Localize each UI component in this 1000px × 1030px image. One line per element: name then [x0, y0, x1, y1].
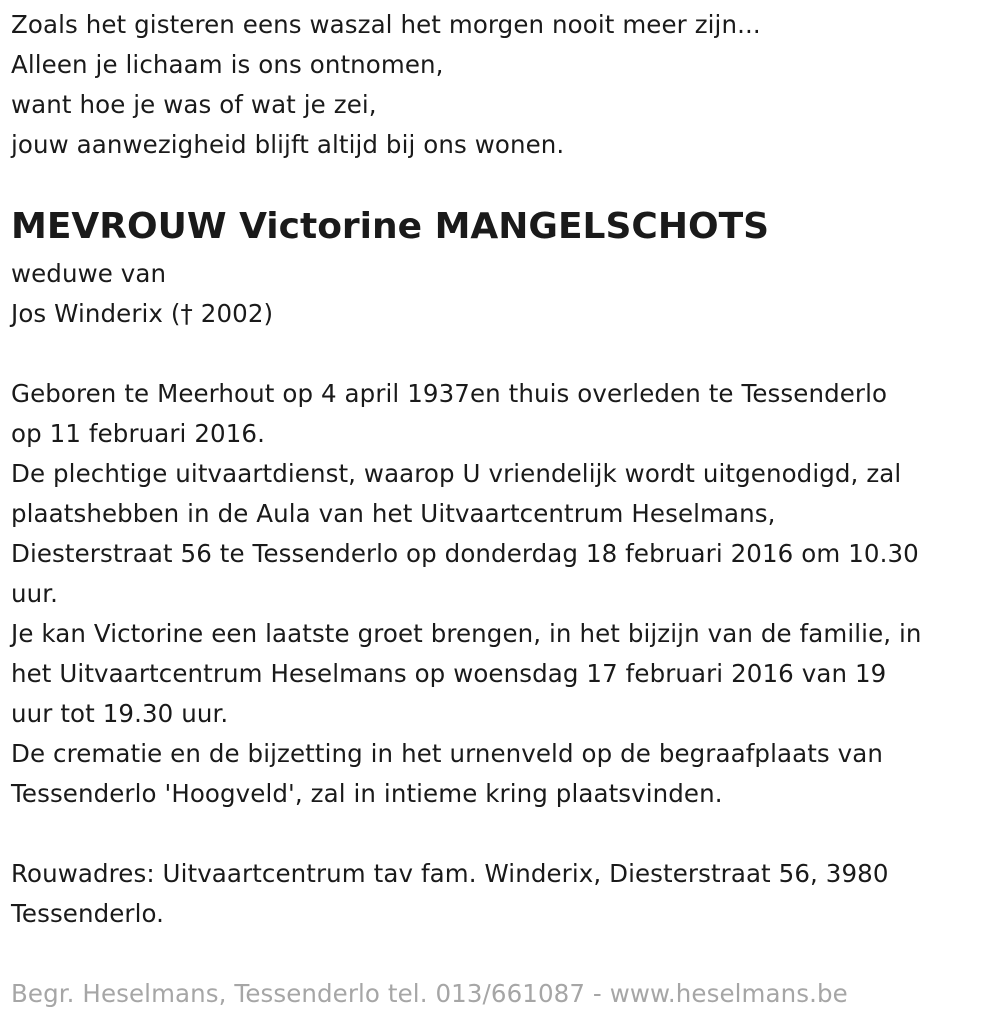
details-line: Tessenderlo 'Hoogveld', zal in intieme kring plaatsvinden.: [11, 779, 723, 808]
spouse-line: Jos Winderix († 2002): [11, 299, 274, 328]
poem-line: Zoals het gisteren eens waszal het morgen nooit meer zijn...: [11, 10, 761, 39]
spouse-info: [11, 254, 273, 334]
funeral-home-footer: Begr. Heselmans, Tessenderlo tel. 013/661087 - www.heselmans.be: [11, 979, 848, 1008]
details-line: De plechtige uitvaartdienst, waarop U vriendelijk wordt uitgenodigd, zal: [11, 459, 902, 488]
details-line: op 11 februari 2016.: [11, 419, 265, 448]
details-line: uur.: [11, 579, 59, 608]
poem-line: jouw aanwezigheid blijft altijd bij ons wonen.: [11, 130, 565, 159]
address-line: Rouwadres: Uitvaartcentrum tav fam. Winderix, Diesterstraat 56, 3980: [11, 859, 889, 888]
poem-line: Alleen je lichaam is ons ontnomen,: [11, 50, 444, 79]
poem-line: want hoe je was of wat je zei,: [11, 90, 377, 119]
details-line: Geboren te Meerhout op 4 april 1937en thuis overleden te Tessenderlo: [11, 379, 888, 408]
details-line: Je kan Victorine een laatste groet brengen, in het bijzijn van de familie, in: [11, 619, 922, 648]
details-line: De crematie en de bijzetting in het urnenveld op de begraafplaats van: [11, 739, 884, 768]
ceremony-details: [11, 374, 922, 814]
mourning-address: [11, 854, 889, 934]
details-line: uur tot 19.30 uur.: [11, 699, 229, 728]
spouse-line: weduwe van: [11, 259, 167, 288]
address-line: Tessenderlo.: [11, 899, 165, 928]
deceased-name: MEVROUW Victorine MANGELSCHOTS: [11, 206, 770, 247]
poem: [11, 5, 761, 165]
details-line: het Uitvaartcentrum Heselmans op woensdag 17 februari 2016 van 19: [11, 659, 887, 688]
details-line: Diesterstraat 56 te Tessenderlo op donderdag 18 februari 2016 om 10.30: [11, 539, 919, 568]
details-line: plaatshebben in de Aula van het Uitvaartcentrum Heselmans,: [11, 499, 776, 528]
